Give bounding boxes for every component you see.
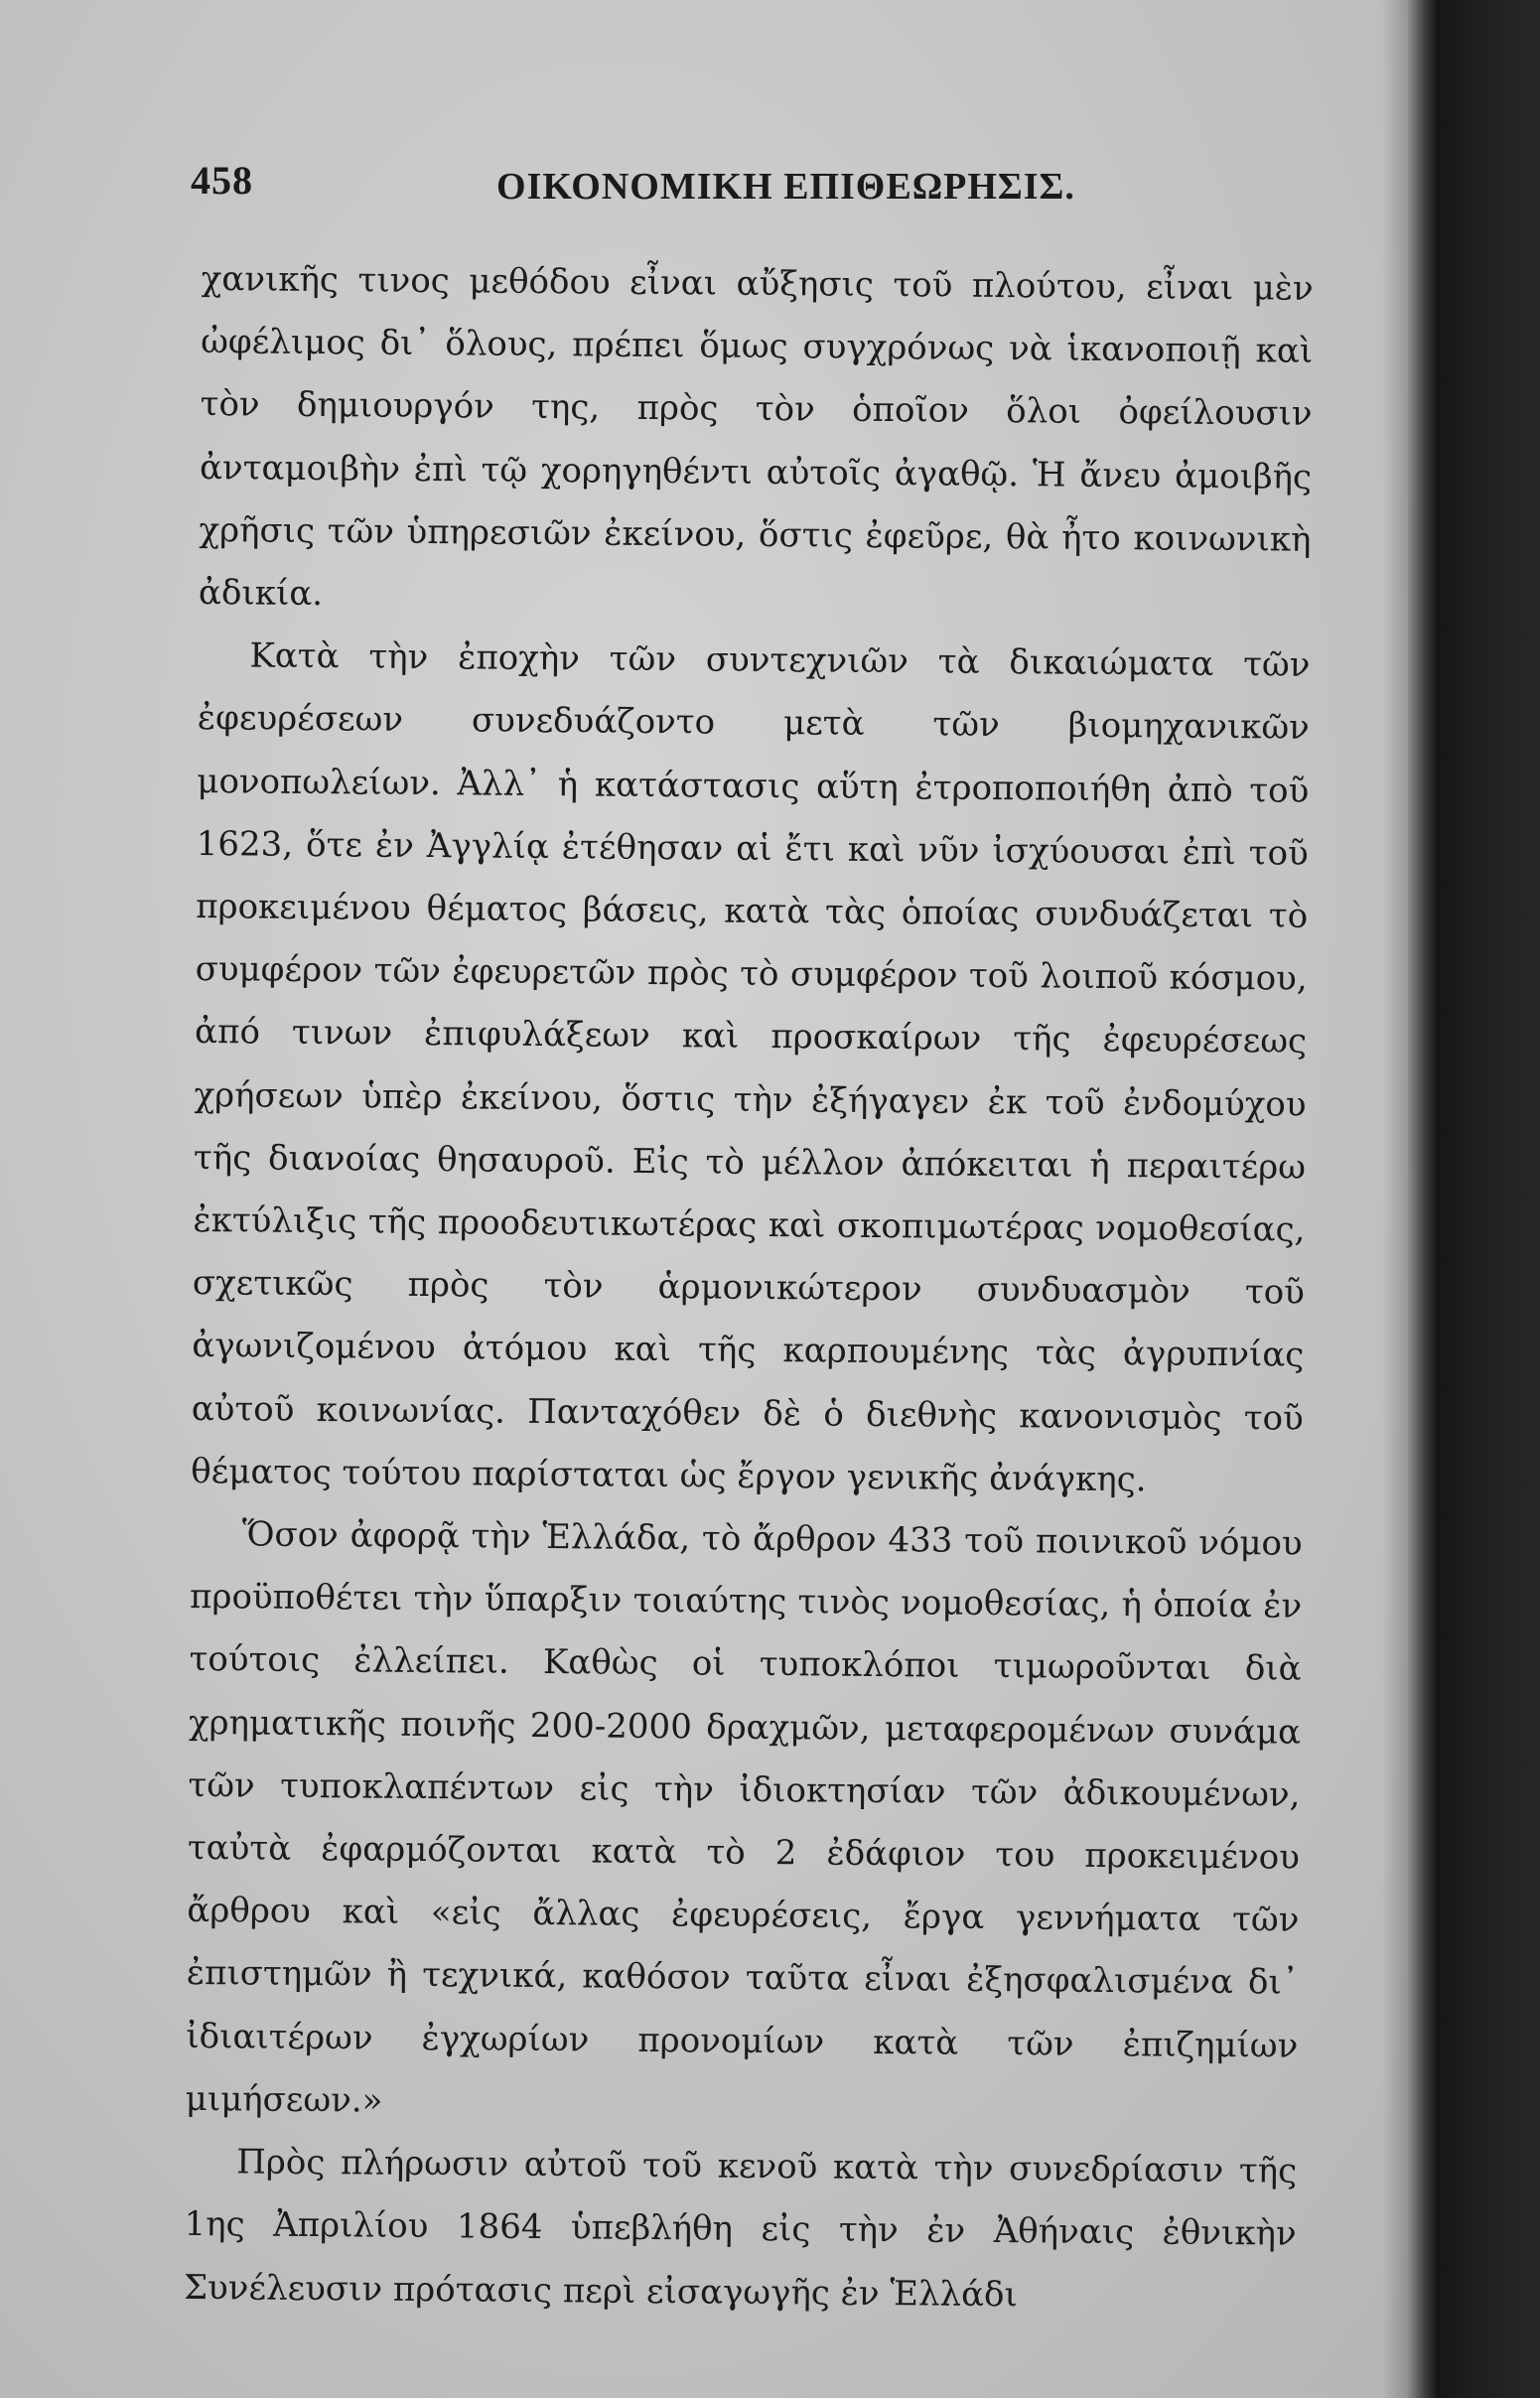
page-header: [191, 157, 1332, 216]
page-number: 458: [191, 158, 253, 203]
body-text: [184, 248, 1314, 2328]
paragraph-2: Κατὰ τὴν ἐποχὴν τῶν συντεχνιῶν τὰ δικαιώματα τῶν ἐφευρέσεων συνεδυάζοντο μετὰ τῶν βιομηχανικῶν μονοπωλείων. Ἀλλ᾽ ἡ κατάστασις αὕτη ἐτροποποιήθη ἀπὸ τοῦ 1623, ὅτε ἐν Ἀγγλίᾳ ἐτέθησαν αἱ ἔτι καὶ νῦν ἰσχύουσαι ἐπὶ τοῦ προκειμένου θέματος βάσεις, κατὰ τὰς ὁποίας συνδυάζεται τὸ συμφέρον τῶν ἐφευρετῶν πρὸς τὸ συμφέρον τοῦ λοιποῦ κόσμου, ἀπό τινων ἐπιφυλάξεων καὶ προσκαίρων τῆς ἐφευρέσεως χρήσεων ὑπὲρ ἐκείνου, ὅστις τὴν ἐξήγαγεν ἐκ τοῦ ἐνδομύχου τῆς διανοίας θησαυροῦ. Εἰς τὸ μέλλον ἀπόκειται ἡ περαιτέρω ἐκτύλιξις τῆς προοδευτικωτέρας καὶ σκοπιμωτέρας νομοθεσίας, σχετικῶς πρὸς τὸν ἁρμονικώτερον συνδυασμὸν τοῦ ἀγωνιζομένου ἀτόμου καὶ τῆς καρπουμένης τὰς ἀγρυπνίας αὐτοῦ κοινωνίας. Πανταχόθεν δὲ ὁ διεθνὴς κανονισμὸς τοῦ θέματος τούτου παρίσταται ὡς ἔργον γενικῆς ἀνάγκης.: [191, 635, 1311, 1500]
paragraph-3: Ὅσον ἀφορᾷ τὴν Ἑλλάδα, τὸ ἄρθρον 433 τοῦ ποινικοῦ νόμου προϋποθέτει τὴν ὕπαρξιν τοιαύτης τινὸς νομοθεσίας, ἡ ὁποία ἐν τούτοις ἐλλείπει. Καθὼς οἱ τυποκλόποι τιμωροῦνται διὰ χρηματικῆς ποινῆς 200-2000 δραχμῶν, μεταφερομένων συνάμα τῶν τυποκλαπέντων εἰς τὴν ἰδιοκτησίαν τῶν ἀδικουμένων, ταὐτὰ ἐφαρμόζονται κατὰ τὸ 2 ἐδάφιον του προκειμένου ἄρθρου καὶ «εἰς ἄλλας ἐφευρέσεις, ἔργα γεννήματα τῶν ἐπιστημῶν ἢ τεχνικά, καθόσον ταῦτα εἶναι ἐξησφαλισμένα δι᾽ ἰδιαιτέρων ἐγχωρίων προνομίων κατὰ τῶν ἐπιζημίων μιμήσεων.»: [185, 1514, 1303, 2121]
paragraph-1: χανικῆς τινος μεθόδου εἶναι αὔξησις τοῦ πλούτου, εἶναι μὲν ὠφέλιμος δι᾽ ὅλους, πρέπει ὅμως συγχρόνως νὰ ἱκανοποιῇ καὶ τὸν δημιουργόν της, πρὸς τὸν ὁποῖον ὅλοι ὀφείλουσιν ἀνταμοιβὴν ἐπὶ τῷ χορηγηθέντι αὐτοῖς ἀγαθῷ. Ἡ ἄνευ ἀμοιβῆς χρῆσις τῶν ὑπηρεσιῶν ἐκείνου, ὅστις ἐφεῦρε, θὰ ἦτο κοινωνικὴ ἀδικία.: [198, 258, 1314, 615]
paragraph-4: Πρὸς πλήρωσιν αὐτοῦ τοῦ κενοῦ κατὰ τὴν συνεδρίασιν τῆς 1ης Ἀπριλίου 1864 ὑπεβλήθη εἰς τὴν ἐν Ἀθήναις ἐθνικὴν Συνέλευσιν πρότασις περὶ εἰσαγωγῆς ἐν Ἑλλάδι: [183, 2142, 1298, 2315]
running-title: ΟΙΚΟΝΟΜΙΚΗ ΕΠΙΘΕΩΡΗΣΙΣ.: [496, 166, 1075, 208]
book-gutter: [1408, 0, 1540, 2398]
